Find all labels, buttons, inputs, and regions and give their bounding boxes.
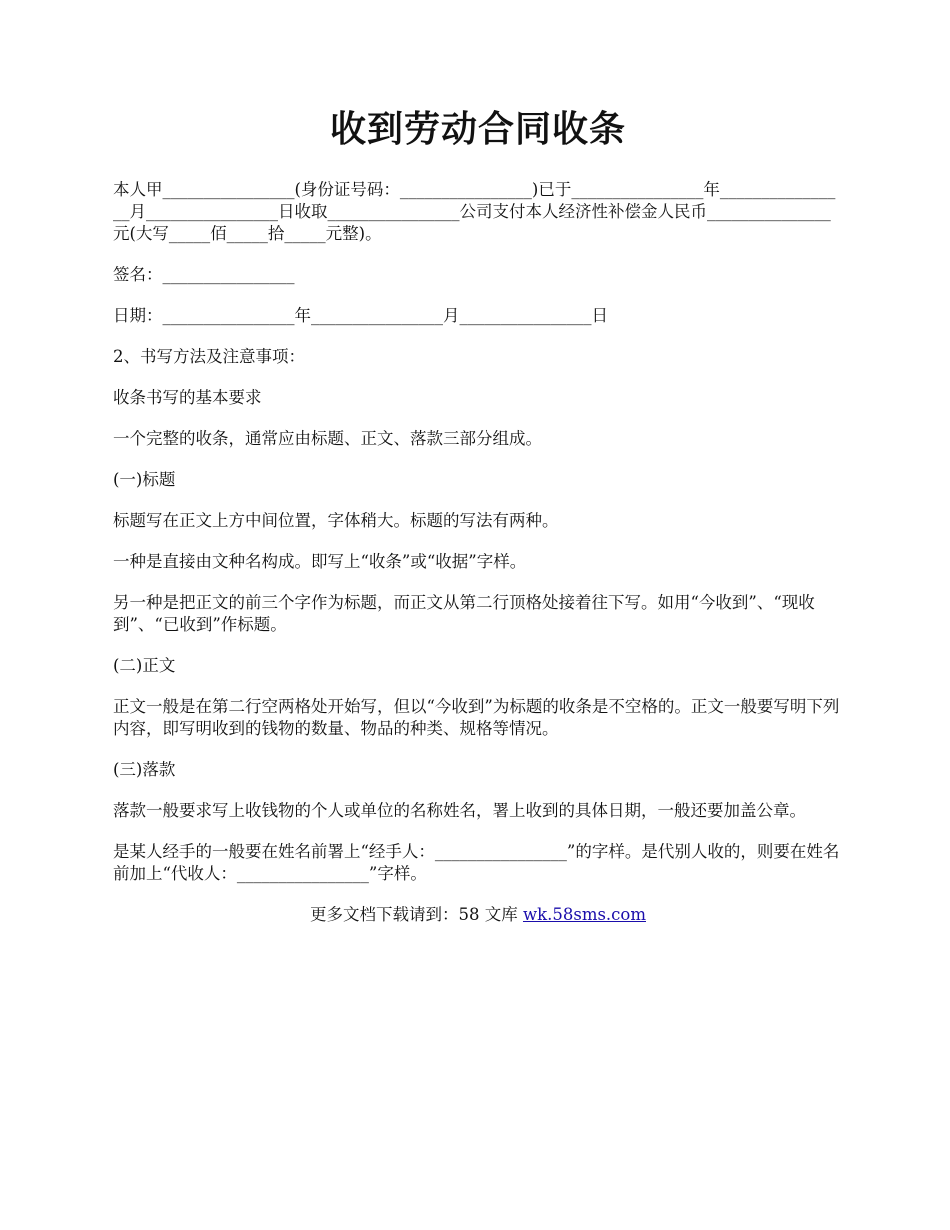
footer-link[interactable]: wk.58sms.com <box>522 905 646 925</box>
signature-line: 签名：________________ <box>113 265 295 285</box>
part2-heading: (二)正文 <box>113 656 176 676</box>
part3-paragraph-1: 落款一般要求写上收钱物的个人或单位的名称姓名，署上收到的具体日期，一般还要加盖公章。 <box>113 801 806 821</box>
receipt-text: 本人甲________________(身份证号码：________________)已于________________年________________月________________日收取________________公司支付本人经济性补偿金人民币_______________元(大写_____佰_____拾_____元整)。 <box>113 180 836 244</box>
document-page <box>113 108 843 926</box>
part3-heading: (三)落款 <box>113 760 176 780</box>
section-heading: 2、书写方法及注意事项： <box>113 347 305 367</box>
part1-paragraph-1: 标题写在正文上方中间位置，字体稍大。标题的写法有两种。 <box>113 511 559 531</box>
part1-paragraph-2: 一种是直接由文种名构成。即写上“收条”或“收据”字样。 <box>113 552 527 572</box>
part1-paragraph-3: 另一种是把正文的前三个字作为标题，而正文从第二行顶格处接着往下写。如用“今收到”、“现收到”、“已收到”作标题。 <box>113 593 815 635</box>
footer <box>113 904 843 926</box>
part2-paragraph-1: 正文一般是在第二行空两格处开始写，但以“今收到”为标题的收条是不空格的。正文一般要写明下列内容，即写明收到的钱物的数量、物品的种类、规格等情况。 <box>113 697 840 739</box>
part1-heading: (一)标题 <box>113 470 176 490</box>
footer-prefix: 更多文档下载请到：58 文库 <box>309 905 523 925</box>
part3-paragraph-2: 是某人经手的一般要在姓名前署上“经手人：________________”的字样。是代别人收的，则要在姓名前加上“代收人：________________”字样。 <box>113 842 840 884</box>
document-title: 收到劳动合同收条 <box>329 108 626 150</box>
composition-paragraph: 一个完整的收条，通常应由标题、正文、落款三部分组成。 <box>113 429 542 449</box>
basic-requirements: 收条书写的基本要求 <box>113 388 262 408</box>
date-line: 日期：________________年________________月________________日 <box>113 306 608 326</box>
